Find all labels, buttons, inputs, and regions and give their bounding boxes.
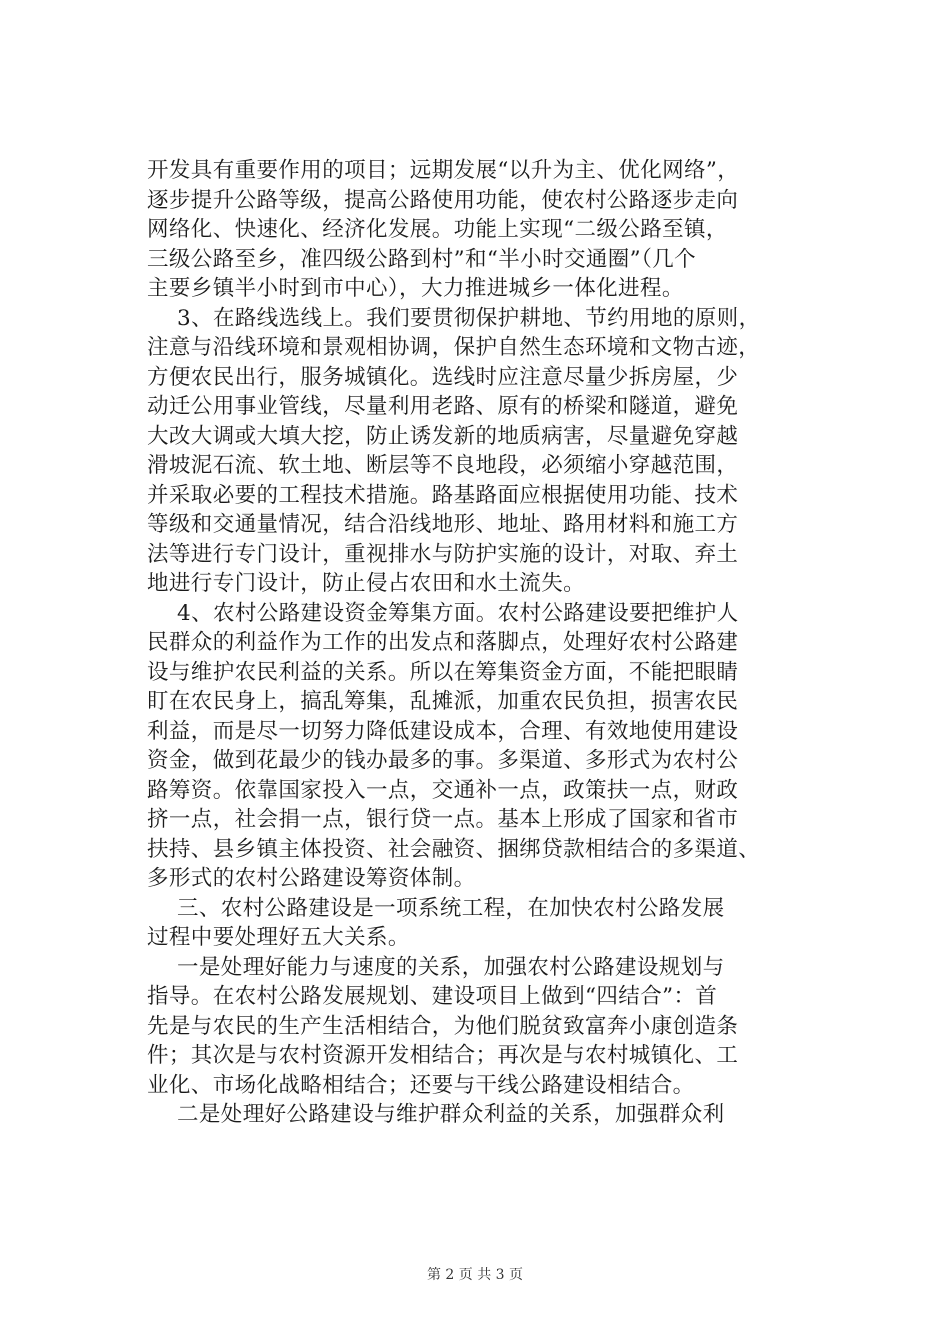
text-line: 多形式的农村公路建设筹资体制。: [147, 866, 476, 891]
text-line: 盯在农民身上，搞乱筹集，乱摊派，加重农民负担，损害农民: [147, 689, 739, 714]
text-line: 逐步提升公路等级，提高公路使用功能，使农村公路逐步走向: [147, 187, 739, 213]
text-line: 网络化、快速化、经济化发展。功能上实现“二级公路至镇，: [147, 217, 728, 242]
text-line: 先是与农民的生产生活相结合，为他们脱贫致富奔小康创造条: [147, 1013, 739, 1039]
text-line: 扶持、县乡镇主体投资、社会融资、捆绑贷款相结合的多渠道、: [147, 836, 761, 862]
text-line: 大改大调或大填大挖，防止诱发新的地质病害，尽量避免穿越: [147, 423, 739, 449]
text-line: 开发具有重要作用的项目；远期发展“以升为主、优化网络”，: [147, 158, 740, 183]
text-line: 三、农村公路建设是一项系统工程，在加快农村公路发展: [177, 895, 725, 921]
text-line: 3、在路线选线上。我们要贯彻保护耕地、节约用地的原则，: [177, 305, 761, 331]
text-line: 等级和交通量情况，结合沿线地形、地址、路用材料和施工方: [147, 512, 739, 537]
text-line: 挤一点，社会捐一点，银行贷一点。基本上形成了国家和省市: [147, 807, 739, 832]
text-line: 4、农村公路建设资金筹集方面。农村公路建设要把维护人: [177, 600, 739, 626]
text-line: 主要乡镇半小时到市中心），大力推进城乡一体化进程。: [147, 276, 684, 301]
text-line: 并采取必要的工程技术措施。路基路面应根据使用功能、技术: [147, 482, 739, 508]
text-line: 设与维护农民利益的关系。所以在筹集资金方面，不能把眼睛: [147, 659, 739, 685]
text-line: 方便农民出行，服务城镇化。选线时应注意尽量少拆房屋，少: [147, 364, 739, 390]
text-line: 路筹资。依靠国家投入一点，交通补一点，政策扶一点，财政: [147, 777, 739, 803]
text-line: 地进行专门设计，防止侵占农田和水土流失。: [147, 571, 586, 596]
text-line: 三级公路至乡，准四级公路到村”和“半小时交通圈”（几个: [147, 246, 697, 272]
text-line: 件；其次是与农村资源开发相结合；再次是与农村城镇化、工: [147, 1043, 739, 1068]
text-line: 二是处理好公路建设与维护群众利益的关系，加强群众利: [177, 1102, 725, 1127]
text-line: 民群众的利益作为工作的出发点和落脚点，处理好农村公路建: [147, 630, 739, 655]
text-line: 滑坡泥石流、软土地、断层等不良地段，必须缩小穿越范围，: [147, 453, 739, 478]
text-line: 业化、市场化战略相结合；还要与干线公路建设相结合。: [147, 1072, 695, 1098]
text-line: 法等进行专门设计，重视排水与防护实施的设计，对取、弃土: [147, 541, 739, 567]
page-footer: 第 2 页 共 3 页: [426, 1267, 524, 1283]
text-line: 指导。在农村公路发展规划、建设项目上做到“四结合”：首: [147, 984, 718, 1009]
text-line: 注意与沿线环境和景观相协调，保护自然生态环境和文物古迹，: [147, 335, 761, 360]
text-line: 过程中要处理好五大关系。: [147, 925, 410, 950]
text-line: 利益，而是尽一切努力降低建设成本，合理、有效地使用建设: [147, 718, 739, 744]
text-line: 动迁公用事业管线，尽量利用老路、原有的桥梁和隧道，避免: [147, 394, 739, 419]
text-line: 一是处理好能力与速度的关系，加强农村公路建设规划与: [177, 954, 725, 980]
body-text: [147, 156, 817, 1130]
text-line: 资金，做到花最少的钱办最多的事。多渠道、多形式为农村公: [147, 748, 739, 773]
